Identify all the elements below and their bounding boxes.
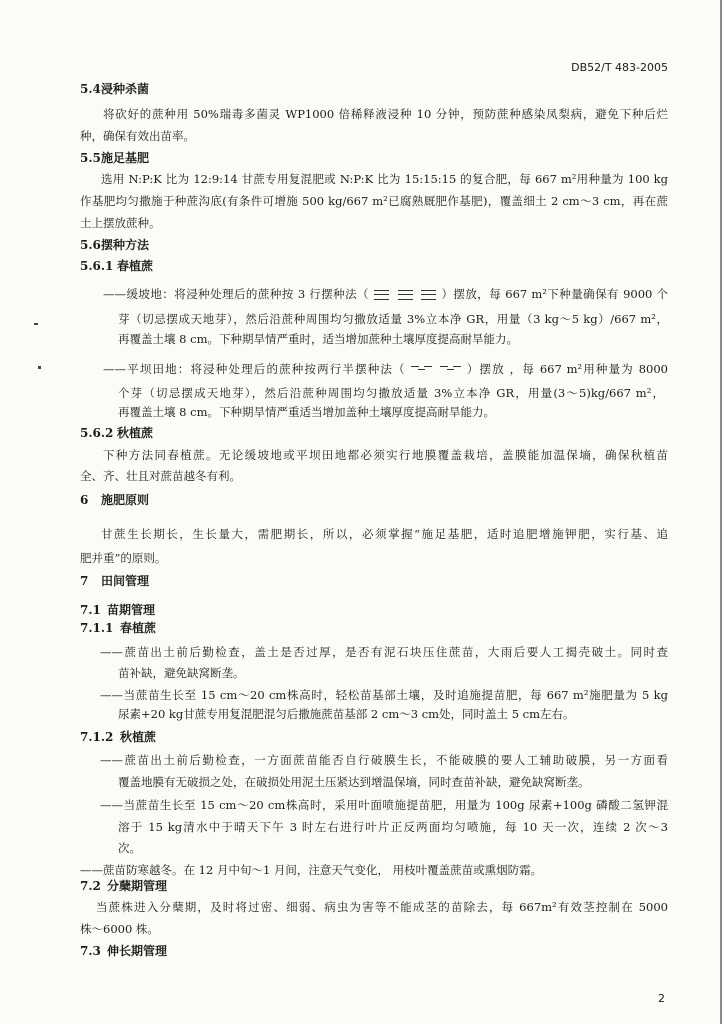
paragraph-line: 将砍好的蔗种用 50%瑞毒多菌灵 WP1000 倍稀释液浸种 10 分钟，预防蔗种感染凤梨病，避免下种后烂 [103,107,668,121]
text-segment: ）摆放 ，每 667 m²用种量为 8000 [465,362,668,376]
section-title: 春植蔗 [117,259,154,273]
text-segment: ）摆放，每 667 m²下种量确保有 9000 个 [441,287,668,301]
section-number: 7.1 [80,603,101,617]
paragraph-line: 土上摆放蔗种。 [80,216,161,230]
list-item-line: 溶于 15 kg清水中于晴天下午 3 时左右进行叶片正反两面均匀喷施，每 10 天一次，连续 2 次～3 [118,820,668,834]
section-number: 7.1.2 [80,730,114,744]
list-item-line: 芽（切忌摆成天地芽），然后沿蔗种周围均匀撒放适量 3%立本净 GR，用量（3 kg～5 kg）/667 m²， [118,312,668,326]
section-title: 伸长期管理 [107,944,168,958]
list-item-line: ——蔗苗出土前后勤检查，一方面蔗苗能否自行破膜生长，不能破膜的要人工辅助破膜，另一方面看 [100,753,668,767]
list-item-line: ——当蔗苗生长至 15 cm～20 cm株高时，轻松苗基部土壤，及时追施提苗肥，每 667 m²施肥量为 5 kg [100,688,668,702]
text-segment: ——缓坡地：将浸种处理后的蔗种按 3 行摆种法（ [103,287,369,301]
paragraph-line: 作基肥均匀撒施于种蔗沟底(有条件可增施 500 kg/667 m²已腐熟厩肥作基肥)，覆盖细土 2 cm～3 cm，再在蔗 [80,194,668,208]
section-number: 6 [80,493,89,507]
section-title: 春植蔗 [120,621,157,635]
list-item-line: 再覆盖土壤 8 cm。下种期旱情严重时，适当增加蔗种土壤厚度提高耐旱能力。 [118,332,518,346]
section-number: 5.5 [80,151,101,165]
paragraph-line: 种，确保有效出苗率。 [80,129,195,143]
section-number: 7 [80,574,89,588]
section-number: 7.3 [80,944,101,958]
list-item-line: ——当蔗苗生长至 15 cm～20 cm株高时，采用叶面喷施提苗肥，用量为 100g 尿素+100g 磷酸二氢钾混 [100,798,668,812]
section-title: 田间管理 [101,574,150,588]
section-title: 秋植蔗 [120,730,157,744]
section-title: 苗期管理 [107,603,156,617]
scan-edge-line [720,0,722,1024]
paragraph-line: 当蔗株进入分蘖期，及时将过密、细弱、病虫为害等不能成茎的苗除去，每 667m²有效茎控制在 5000 [96,900,668,914]
list-item-line: 次。 [118,841,141,855]
section-number: 7.2 [80,879,101,893]
two-and-half-row-planting-symbol [411,366,461,374]
list-item-line: 苗补缺，避免缺窝断垄。 [118,666,245,680]
scan-mark [34,323,38,325]
list-item-line: 尿素+20 kg甘蔗专用复混肥混匀后撒施蔗苗基部 2 cm～3 cm处，同时盖土 5 cm左右。 [118,707,575,721]
section-title: 分蘖期管理 [107,879,168,893]
document-number: DB52/T 483-2005 [571,61,668,74]
scan-mark [38,366,41,369]
section-number: 5.6.2 [80,426,114,440]
list-item-line [103,360,668,378]
list-item-line: 覆盖地膜有无破损之处，在破损处用泥土压紧达到增温保墒，同时查苗补缺，避免缺窝断垄。 [118,775,590,789]
section-number: 5.6.1 [80,259,114,273]
list-item-line: 再覆盖土壤 8 cm。下种期旱情严重适当增加盖种土壤厚度提高耐旱能力。 [118,405,495,419]
paragraph-line: 下种方法同春植蔗。无论缓坡地或平坝田地都必须实行地膜覆盖栽培，盖膜能加温保墒，确保秋植苗 [103,448,668,462]
paragraph-line: 株～6000 株。 [80,922,159,936]
text-segment: ——平坝田地：将浸种处理后的蔗种按两行半摆种法（ [103,362,406,376]
section-title: 施足基肥 [101,151,150,165]
section-title: 摆种方法 [101,238,150,252]
page-number: 2 [658,992,665,1005]
list-item-line [103,285,668,303]
paragraph-line: 肥并重”的原则。 [80,551,167,565]
section-title: 浸种杀菌 [101,82,150,96]
paragraph-line: 选用 N:P:K 比为 12:9:14 甘蔗专用复混肥或 N:P:K 比为 15:15:15 的复合肥，每 667 m²用种量为 100 kg [101,172,668,186]
paragraph-line: 全、齐、壮且对蔗苗越冬有利。 [80,469,241,483]
section-number: 5.4 [80,82,101,96]
three-row-planting-symbol [374,290,436,300]
list-item-line: ——蔗苗出土前后勤检查，盖土是否过厚，是否有泥石块压住蔗苗，大雨后要人工揭壳破土。同时查 [100,645,668,659]
list-item-line: 个芽（切忌摆成天地芽），然后沿蔗种周围均匀撒放适量 3%立本净 GR，用量(3～5)kg/667 m²， [118,386,664,400]
list-item-line: ——蔗苗防寒越冬。在 12 月中旬～1 月间，注意天气变化， 用枝叶覆盖蔗苗或熏烟防霜。 [80,863,543,877]
section-number: 5.6 [80,238,101,252]
paragraph-line: 甘蔗生长期长，生长量大，需肥期长，所以，必须掌握“施足基肥，适时追肥增施钾肥，实行基、追 [101,527,668,541]
section-title: 施肥原则 [101,493,150,507]
section-title: 秋植蔗 [117,426,154,440]
section-number: 7.1.1 [80,621,114,635]
